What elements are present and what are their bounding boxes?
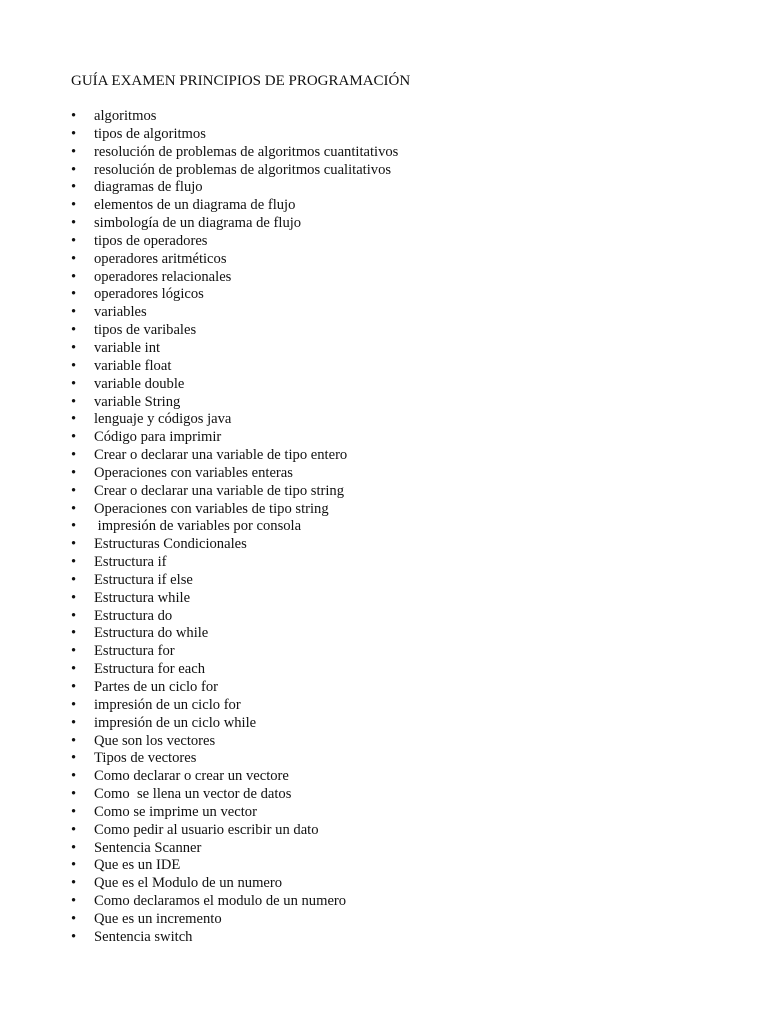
list-item (71, 875, 398, 893)
list-item-text: Estructuras Condicionales (94, 536, 247, 553)
list-item-text: Operaciones con variables de tipo string (94, 500, 329, 517)
bullet-icon: • (71, 500, 77, 517)
list-item (71, 804, 398, 822)
bullet-icon: • (71, 375, 77, 392)
list-item (71, 768, 398, 786)
bullet-icon: • (71, 893, 77, 910)
list-item (71, 108, 398, 126)
list-item-text: Estructura while (94, 589, 191, 606)
bullet-icon: • (71, 910, 77, 927)
bullet-icon: • (71, 625, 77, 642)
list-item (71, 126, 398, 144)
list-item-text: variable double (94, 375, 185, 392)
bullet-icon: • (71, 768, 77, 785)
list-item (71, 340, 398, 358)
list-item-text: Como pedir al usuario escribir un dato (94, 821, 319, 838)
bullet-icon: • (71, 304, 77, 321)
list-item-text: operadores lógicos (94, 286, 204, 303)
list-item-text: tipos de operadores (94, 232, 208, 249)
list-item-text: diagramas de flujo (94, 179, 203, 196)
list-item-text: algoritmos (94, 108, 157, 124)
list-item-text: Estructura for each (94, 661, 206, 678)
bullet-icon: • (71, 197, 77, 214)
list-item (71, 661, 398, 679)
list-item-text: variable String (94, 393, 181, 410)
list-item (71, 447, 398, 465)
list-item-text: Como declaramos el modulo de un numero (94, 893, 347, 910)
bullet-icon: • (71, 732, 77, 749)
list-item (71, 376, 398, 394)
list-item-text: variables (94, 304, 147, 321)
bullet-icon: • (71, 589, 77, 606)
list-item-text: Operaciones con variables enteras (94, 464, 293, 481)
list-item (71, 322, 398, 340)
list-item-text: Que es un incremento (94, 910, 222, 927)
bullet-icon: • (71, 750, 77, 767)
bullet-icon: • (71, 143, 77, 160)
list-item (71, 162, 398, 180)
list-item (71, 429, 398, 447)
list-item (71, 411, 398, 429)
list-item (71, 518, 398, 536)
list-item (71, 608, 398, 626)
list-item-text: operadores relacionales (94, 268, 232, 285)
list-item-text: Como se llena un vector de datos (94, 786, 292, 803)
bullet-icon: • (71, 250, 77, 267)
bullet-icon: • (71, 464, 77, 481)
bullet-icon: • (71, 393, 77, 410)
bullet-icon: • (71, 339, 77, 356)
list-item-text: Crear o declarar una variable de tipo string (94, 482, 345, 499)
list-item (71, 857, 398, 875)
list-item (71, 536, 398, 554)
list-item-text: Sentencia Scanner (94, 839, 202, 856)
list-item (71, 715, 398, 733)
bullet-icon: • (71, 268, 77, 285)
list-item-text: operadores aritméticos (94, 250, 227, 267)
bullet-icon: • (71, 786, 77, 803)
list-item (71, 179, 398, 197)
list-item-text: resolución de problemas de algoritmos cuantitativos (94, 143, 399, 160)
list-item (71, 144, 398, 162)
list-item-text: lenguaje y códigos java (94, 411, 232, 428)
bullet-icon: • (71, 536, 77, 553)
bullet-icon: • (71, 429, 77, 446)
list-item (71, 501, 398, 519)
list-item (71, 625, 398, 643)
list-item (71, 358, 398, 376)
list-item (71, 197, 398, 215)
list-item-text: elementos de un diagrama de flujo (94, 197, 296, 214)
list-item (71, 269, 398, 287)
list-item (71, 840, 398, 858)
list-item (71, 750, 398, 768)
bullet-icon: • (71, 179, 77, 196)
bullet-icon: • (71, 357, 77, 374)
list-item (71, 911, 398, 929)
list-item-text: impresión de variables por consola (94, 518, 302, 535)
list-item-text: Código para imprimir (94, 429, 222, 446)
list-item-text: simbología de un diagrama de flujo (94, 215, 302, 232)
bullet-icon: • (71, 928, 77, 945)
list-item-text: Estructura do while (94, 625, 209, 642)
bullet-icon: • (71, 447, 77, 464)
list-item-text: resolución de problemas de algoritmos cualitativos (94, 161, 392, 178)
bullet-icon: • (71, 518, 77, 535)
list-item-text: Partes de un ciclo for (94, 679, 219, 695)
list-item-text: Que es el Modulo de un numero (94, 875, 283, 892)
bullet-icon: • (71, 607, 77, 624)
list-item-text: variable float (94, 357, 172, 374)
list-item (71, 286, 398, 304)
list-item-text: impresión de un ciclo for (94, 696, 241, 713)
bullet-icon: • (71, 161, 77, 178)
bullet-icon: • (71, 232, 77, 249)
bullet-icon: • (71, 322, 77, 339)
list-item-text: impresión de un ciclo while (94, 714, 257, 731)
bullet-icon: • (71, 411, 77, 428)
bullet-icon: • (71, 286, 77, 303)
list-item-text: Como se imprime un vector (94, 803, 257, 820)
list-item-text: Como declarar o crear un vectore (94, 768, 289, 785)
list-item-text: tipos de algoritmos (94, 125, 206, 142)
bullet-icon: • (71, 679, 77, 695)
list-item (71, 304, 398, 322)
bullet-icon: • (71, 108, 77, 124)
list-item (71, 929, 398, 947)
bullet-icon: • (71, 643, 77, 660)
list-item (71, 822, 398, 840)
bullet-icon: • (71, 714, 77, 731)
bullet-icon: • (71, 803, 77, 820)
bullet-icon: • (71, 571, 77, 588)
list-item (71, 590, 398, 608)
list-item-text: Que es un IDE (94, 857, 181, 874)
list-item (71, 394, 398, 412)
list-item-text: tipos de varibales (94, 322, 197, 339)
list-item (71, 786, 398, 804)
list-item (71, 697, 398, 715)
list-item (71, 251, 398, 269)
list-item-text: Crear o declarar una variable de tipo entero (94, 447, 348, 464)
bullet-icon: • (71, 661, 77, 678)
list-item (71, 554, 398, 572)
bullet-icon: • (71, 696, 77, 713)
list-item-text: Estructura for (94, 643, 175, 660)
list-item (71, 733, 398, 751)
bullet-icon: • (71, 839, 77, 856)
bullet-icon: • (71, 125, 77, 142)
bullet-icon: • (71, 554, 77, 571)
list-item-text: Tipos de vectores (94, 750, 197, 767)
list-item-text: variable int (94, 339, 161, 356)
list-item-text: Que son los vectores (94, 732, 216, 749)
bullet-icon: • (71, 215, 77, 232)
list-item-text: Sentencia switch (94, 928, 193, 945)
list-item (71, 465, 398, 483)
list-item (71, 893, 398, 911)
document-title: GUÍA EXAMEN PRINCIPIOS DE PROGRAMACIÓN (71, 73, 411, 89)
list-item (71, 215, 398, 233)
list-item-text: Estructura if (94, 554, 167, 571)
list-item (71, 572, 398, 590)
bullet-icon: • (71, 821, 77, 838)
bullet-icon: • (71, 482, 77, 499)
list-item-text: Estructura do (94, 607, 173, 624)
bullet-icon: • (71, 875, 77, 892)
bullet-icon: • (71, 857, 77, 874)
list-item-text: Estructura if else (94, 571, 193, 588)
list-item (71, 233, 398, 251)
topic-list (71, 108, 398, 947)
list-item (71, 679, 398, 697)
list-item (71, 483, 398, 501)
list-item (71, 643, 398, 661)
